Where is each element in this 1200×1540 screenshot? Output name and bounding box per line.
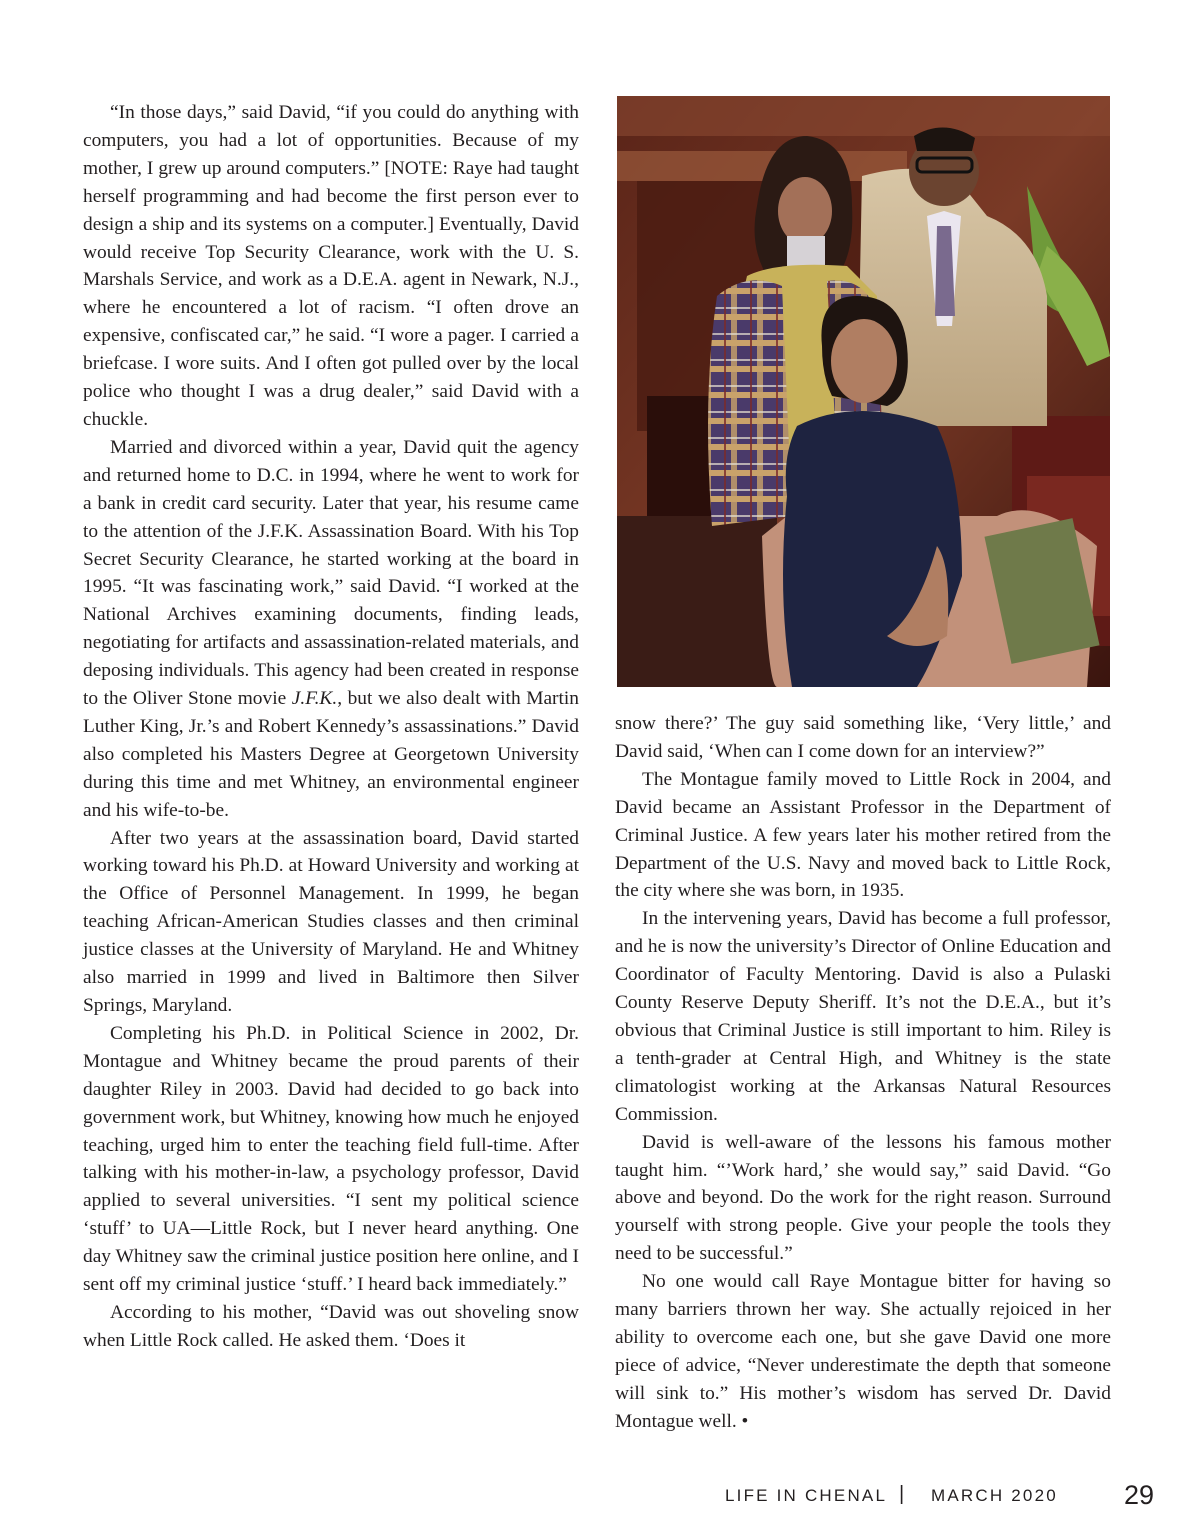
article-column-left bbox=[83, 99, 579, 1355]
article-column-right bbox=[615, 710, 1111, 1436]
paragraph: David is well-aware of the lessons his famous mother taught him. “’Work hard,’ she would say,” said David. “Go above and beyond. Do the work for the right reason. Surround yourself with strong people. Give your people the tools they need to be successful.” bbox=[615, 1131, 1111, 1265]
paragraph: According to his mother, “David was out shoveling snow when Little Rock called. He asked them. ‘Does it bbox=[83, 1301, 579, 1351]
paragraph-continuation: , but we also dealt with Martin Luther King, Jr.’s and Robert Kennedy’s assassinations.” David also completed his Masters Degree at Georgetown University during this time and met Whitney, an environmental engineer and his wife-to-be. bbox=[83, 688, 579, 821]
paragraph: No one would call Raye Montague bitter for having so many barriers thrown her way. She actually rejoiced in her ability to overcome each one, but she gave David one more piece of advice, “Never underestimate the depth that someone will sink to.” His mother’s wisdom has served Dr. David Montague well. • bbox=[615, 1271, 1111, 1432]
movie-title: J.F.K. bbox=[291, 688, 338, 710]
footer-separator: | bbox=[899, 1483, 905, 1505]
family-photo bbox=[617, 96, 1110, 687]
paragraph: snow there?’ The guy said something like, ‘Very little,’ and David said, ‘When can I come down for an interview?” bbox=[615, 713, 1111, 762]
paragraph: The Montague family moved to Little Rock in 2004, and David became an Assistant Professor in the Department of Criminal Justice. A few years later his mother retired from the Department of the U.S. Navy and moved back to Little Rock, the city where she was born, in 1935. bbox=[615, 768, 1111, 902]
family-photo-illustration bbox=[617, 96, 1110, 687]
magazine-name: LIFE IN CHENAL bbox=[725, 1486, 888, 1505]
page-footer bbox=[0, 1482, 1200, 1522]
paragraph: Married and divorced within a year, David quit the agency and returned home to D.C. in 1994, where he went to work for a bank in credit card security. Later that year, his resume came to the attention of the J.F.K. Assassination Board. With his Top Secret Security Clearance, he started working at the board in 1995. “It was fascinating work,” said David. “I worked at the National Archives examining documents, finding leads, negotiating for artifacts and assassination-related materials, and deposing individuals. This agency had been created in response to the Oliver Stone movie J.F.K., but we also dealt with Martin Luther King, Jr.’s and Robert Kennedy’s assassinations.” David also completed his Masters Degree at Georgetown University during this time and met Whitney, an environmental engineer and his wife-to-be. bbox=[83, 436, 579, 821]
paragraph: “In those days,” said David, “if you could do anything with computers, you had a lot of opportunities. Because of my mother, I grew up around computers.” [NOTE: Raye had taught herself programming and had become the first person ever to design a ship and its systems on a computer.] Eventually, David would receive Top Security Clearance, work with the U. S. Marshals Service, and work as a D.E.A. agent in Newark, N.J., where he encountered a lot of racism. “I often drove an expensive, confiscated car,” he said. “I wore a pager. I carried a briefcase. I wore suits. And I often got pulled over by the local police who thought I was a drug dealer,” said David with a chuckle. bbox=[83, 102, 579, 430]
paragraph: In the intervening years, David has become a full professor, and he is now the university’s Director of Online Education and Coordinator of Faculty Mentoring. David is also a Pulaski County Reserve Deputy Sheriff. It’s not the D.E.A., but it’s obvious that Criminal Justice is still important to him. Riley is a tenth-grader at Central High, and Whitney is the state climatologist working at the Arkansas Natural Resources Commission. bbox=[615, 908, 1111, 1125]
issue-date: MARCH 2020 bbox=[931, 1486, 1058, 1505]
paragraph: After two years at the assassination board, David started working toward his Ph.D. at Howard University and working at the Office of Personnel Management. In 1999, he began teaching African-American Studies classes and then criminal justice classes at the University of Maryland. He and Whitney also married in 1999 and lived in Baltimore then Silver Springs, Maryland. bbox=[83, 827, 579, 1016]
page-number: 29 bbox=[1124, 1480, 1155, 1510]
paragraph: Completing his Ph.D. in Political Science in 2002, Dr. Montague and Whitney became the proud parents of their daughter Riley in 2003. David had decided to go back into government work, but Whitney, knowing how much he enjoyed teaching, urged him to enter the teaching field full-time. After talking with his mother-in-law, a psychology professor, David applied to several universities. “I sent my political science ‘stuff’ to UA—Little Rock, but I never heard anything. One day Whitney saw the criminal justice position here online, and I sent off my criminal justice ‘stuff.’ I heard back immediately.” bbox=[83, 1022, 579, 1296]
